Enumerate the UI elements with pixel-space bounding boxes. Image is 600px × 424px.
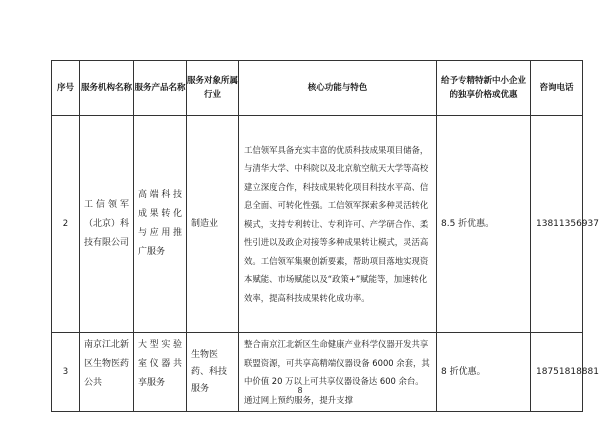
page-number: 8 — [297, 386, 303, 395]
row-phone: 13811356937 — [531, 116, 583, 333]
header-index: 序号 — [52, 61, 80, 116]
header-org: 服务机构名称 — [80, 61, 134, 116]
header-core: 核心功能与特色 — [239, 61, 437, 116]
header-discount: 给予专精特新中小企业的独享价格或优惠 — [437, 61, 531, 116]
header-product: 服务产品名称 — [134, 61, 187, 116]
row-org: 南京江北新区生物医药公共 — [80, 333, 134, 412]
row-phone: 18751818881 — [531, 333, 583, 412]
row-industry: 生物医药、科技服务 — [187, 333, 239, 412]
row-index: 3 — [52, 333, 80, 412]
table-row — [52, 333, 583, 412]
header-phone: 咨询电话 — [531, 61, 583, 116]
row-core: 整合南京江北新区生命健康产业科学仪器开发共享联盟资源，可共享高精端仪器设备 6000 余套，其中价值 20 万以上可共享仪器设备达 600 余台。通过网上预约服务，提升支撑 — [239, 333, 437, 412]
header-row — [52, 61, 583, 116]
row-discount: 8 折优惠。 — [437, 333, 531, 412]
row-index: 2 — [52, 116, 80, 333]
row-discount: 8.5 折优惠。 — [437, 116, 531, 333]
row-product: 大型实验室仪器共享服务 — [134, 333, 187, 412]
table-row — [52, 116, 583, 333]
row-core: 工信领军具备充实丰富的优质科技成果项目储备，与清华大学、中科院以及北京航空航天大学等高校建立深度合作，科技成果转化项目科技水平高、信息全面、可转化性强。工信领军探索多种灵活转化模式，支持专利转让、专利许可、产学研合作、柔性引进以及政企对接等多种成果转让模式，灵活高效。工信领军集聚创新要素，帮助项目落地实现资本赋能、市场赋能以及“政策+”赋能等，加速转化效率，提高科技成果转化成功率。 — [239, 116, 437, 333]
row-org: 工信领军（北京）科技有限公司 — [80, 116, 134, 333]
service-table — [51, 60, 599, 412]
row-product: 高端科技成果转化与应用推广服务 — [134, 116, 187, 333]
header-industry: 服务对象所属行业 — [187, 61, 239, 116]
row-industry: 制造业 — [187, 116, 239, 333]
